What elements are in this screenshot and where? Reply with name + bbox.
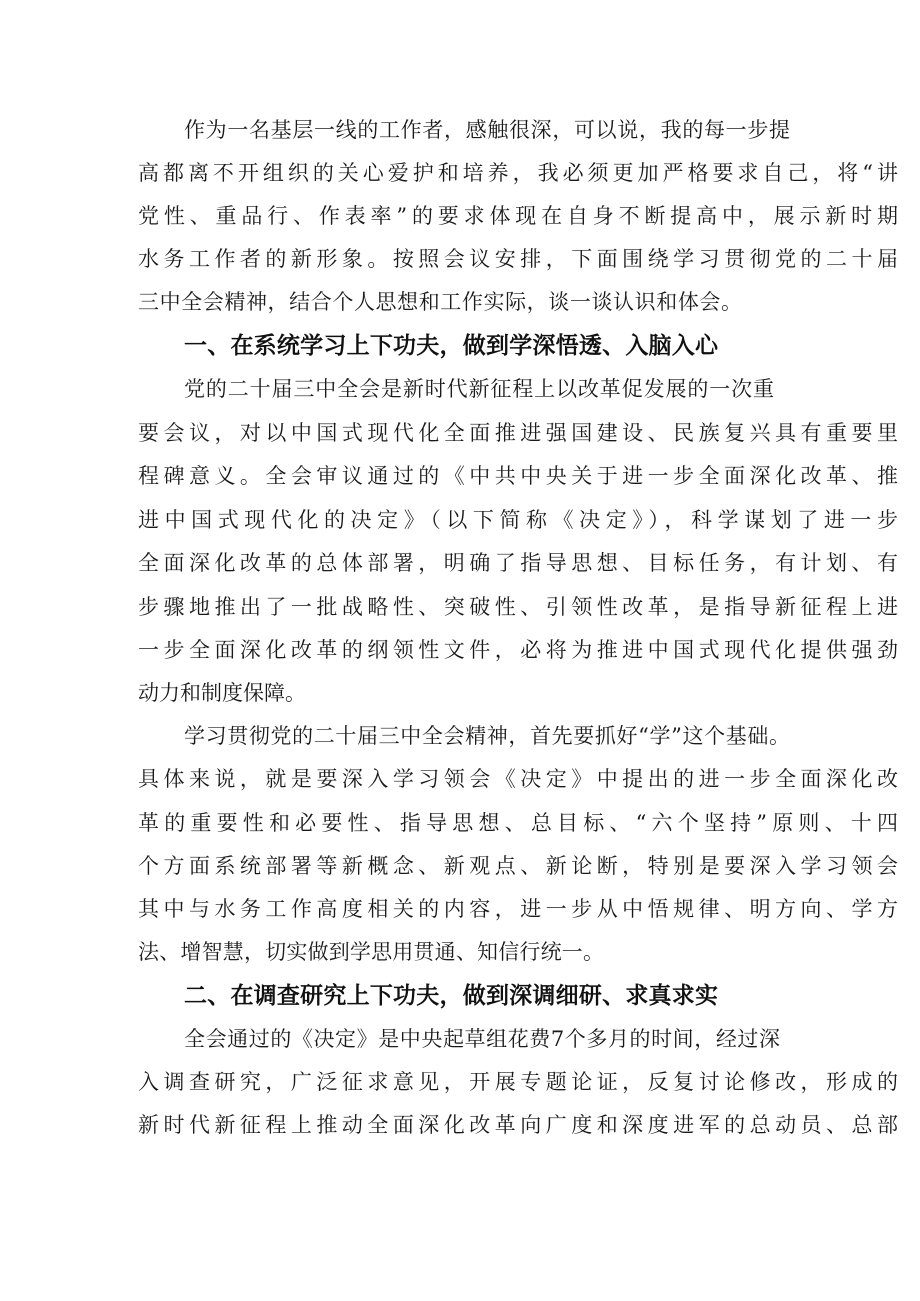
intro-line-2: 高都离不开组织的关心爱护和培养，我必须更加严格要求自己，将“讲 <box>138 161 898 185</box>
section1-para1-line-5: 全面深化改革的总体部署，明确了指导思想、目标任务，有计划、有 <box>138 551 898 575</box>
section1-para1-line-1: 党的二十届三中全会是新时代新征程上以改革促发展的一次重 <box>184 377 774 401</box>
section2-heading: 二、在调查研究上下功夫，做到深调细研、求真求实 <box>184 983 718 1009</box>
section1-para1-line-3: 程碑意义。全会审议通过的《中共中央关于进一步全面深化改革、推 <box>138 464 898 488</box>
section1-para1-line-6: 步骤地推出了一批战略性、突破性、引领性改革，是指导新征程上进 <box>138 595 898 619</box>
section1-para1-line-4: 进中国式现代化的决定》（以下简称《决定》），科学谋划了进一步 <box>138 508 898 532</box>
section1-para2-line-4: 个方面系统部署等新概念、新观点、新论断，特别是要深入学习领会 <box>138 854 898 878</box>
section2-para1-line-3: 新时代新征程上推动全面深化改革向广度和深度进军的总动员、总部 <box>138 1113 898 1137</box>
section1-para2-line-5: 其中与水务工作高度相关的内容，进一步从中悟规律、明方向、学方 <box>138 897 898 921</box>
section1-para1-line-2: 要会议，对以中国式现代化全面推进强国建设、民族复兴具有重要里 <box>138 421 898 445</box>
intro-line-3: 党性、重品行、作表率”的要求体现在自身不断提高中，展示新时期 <box>138 204 898 228</box>
section1-para2-line-3: 革的重要性和必要性、指导思想、总目标、“六个坚持”原则、十四 <box>138 811 898 835</box>
section2-para1-line-1: 全会通过的《决定》是中央起草组花费7个多月的时间，经过深 <box>184 1027 780 1051</box>
section1-para2-line-2: 具体来说，就是要深入学习领会《决定》中提出的进一步全面深化改 <box>138 767 898 791</box>
section1-para1-line-7: 一步全面深化改革的纲领性文件，必将为推进中国式现代化提供强劲 <box>138 638 898 662</box>
section1-heading: 一、在系统学习上下功夫，做到学深悟透、入脑入心 <box>184 333 718 359</box>
section1-para2-line-6: 法、增智慧，切实做到学思用贯通、知信行统一。 <box>138 940 604 964</box>
section1-para1-line-8: 动力和制度保障。 <box>138 681 306 705</box>
intro-line-4: 水务工作者的新形象。按照会议安排，下面围绕学习贯彻党的二十届 <box>138 247 898 271</box>
intro-line-5: 三中全会精神，结合个人思想和工作实际，谈一谈认识和体会。 <box>138 290 742 314</box>
intro-line-1: 作为一名基层一线的工作者，感触很深，可以说，我的每一步提 <box>184 118 790 142</box>
section1-para2-line-1: 学习贯彻党的二十届三中全会精神，首先要抓好“学”这个基础。 <box>184 724 790 748</box>
section2-para1-line-2: 入调查研究，广泛征求意见，开展专题论证，反复讨论修改，形成的 <box>138 1070 898 1094</box>
